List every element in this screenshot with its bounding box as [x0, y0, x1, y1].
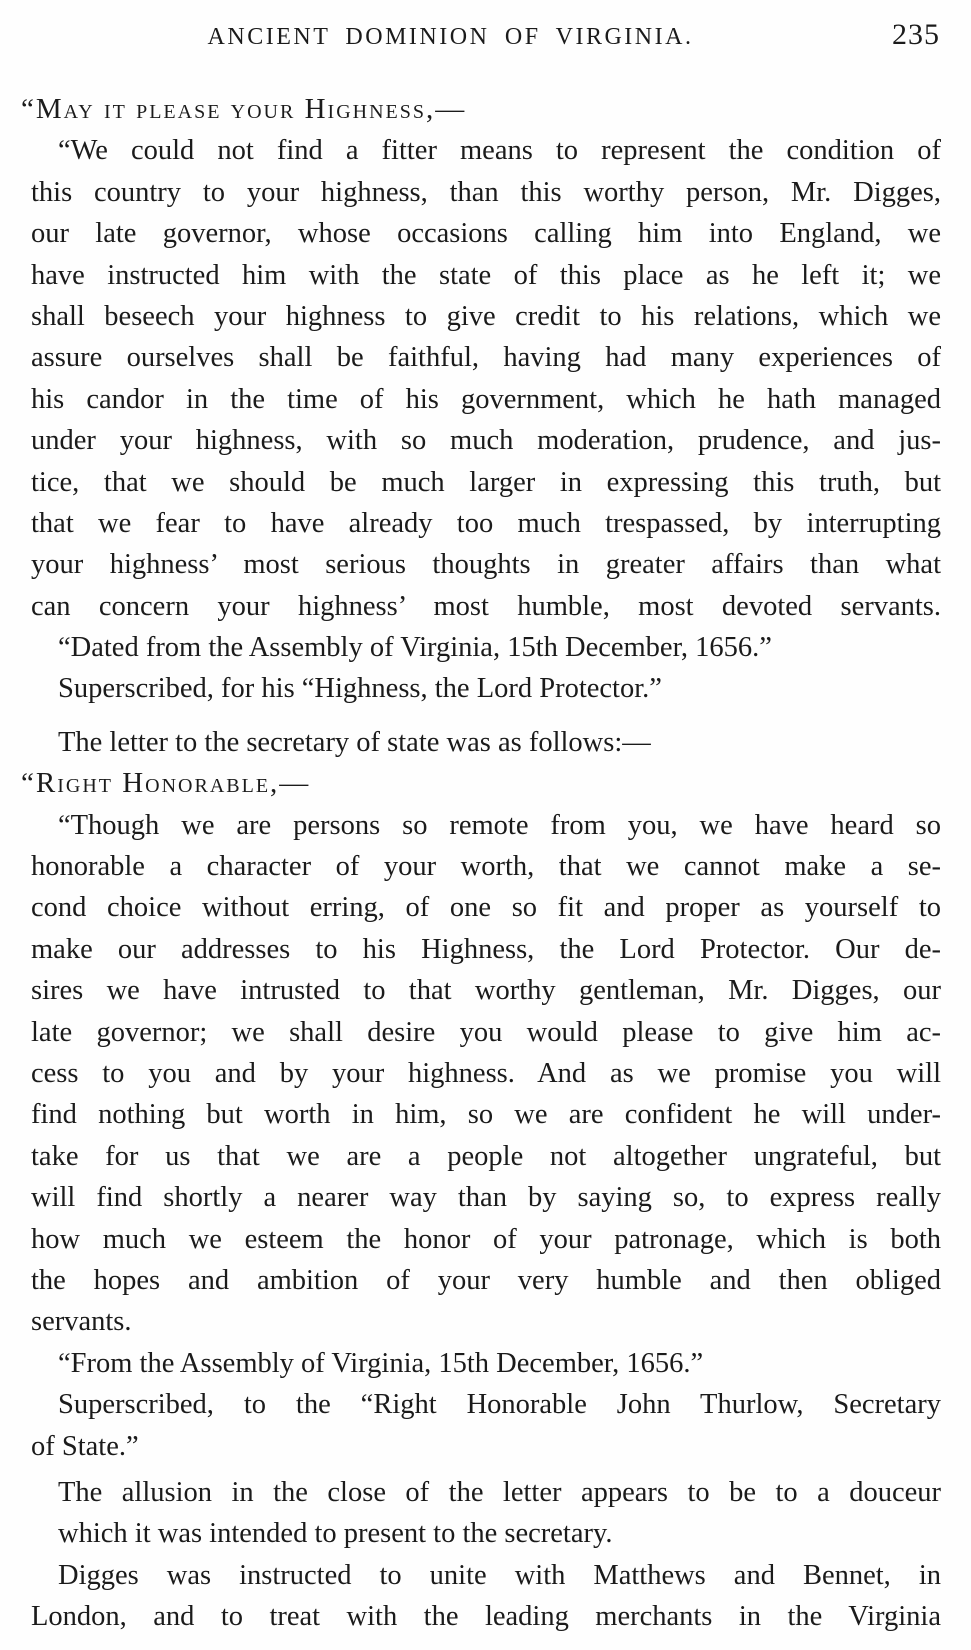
- text-line: our late governor, whose occasions calling him into England, we: [31, 218, 941, 250]
- text-line: make our addresses to his Highness, the Lord Protector. Our de-: [31, 933, 941, 965]
- text-line: servants.: [31, 1306, 132, 1338]
- text-line: assure ourselves shall be faithful, having had many experiences of: [31, 342, 941, 374]
- text-line: “Dated from the Assembly of Virginia, 15th December, 1656.”: [58, 632, 772, 664]
- text-line: “From the Assembly of Virginia, 15th December, 1656.”: [58, 1347, 704, 1379]
- text-line: “We could not find a fitter means to represent the condition of: [58, 135, 941, 167]
- text-line: Digges was instructed to unite with Matthews and Bennet, in: [58, 1559, 941, 1591]
- text-line: shall beseech your highness to give credit to his relations, which we: [31, 300, 941, 332]
- text-line: will find shortly a nearer way than by saying so, to express really: [31, 1182, 941, 1214]
- text-line: Superscribed, for his “Highness, the Lord Protector.”: [58, 673, 662, 705]
- text-line: of State.”: [31, 1430, 139, 1462]
- text-line: his candor in the time of his government, which he hath managed: [31, 383, 941, 415]
- text-line: which it was intended to present to the secretary.: [58, 1518, 613, 1550]
- text-line: Superscribed, to the “Right Honorable John Thurlow, Secretary: [58, 1389, 941, 1421]
- text-line: your highness’ most serious thoughts in greater affairs than what: [31, 549, 941, 581]
- text-line: can concern your highness’ most humble, most devoted servants.: [31, 590, 941, 622]
- text-line: London, and to treat with the leading merchants in the Virginia: [31, 1601, 941, 1633]
- text-line: this country to your highness, than this worthy person, Mr. Digges,: [31, 176, 941, 208]
- text-line: cond choice without erring, of one so fit and proper as yourself to: [31, 892, 941, 924]
- text-block: [21, 89, 941, 1637]
- text-line: “Right Honorable,—: [21, 767, 311, 800]
- text-line: tice, that we should be much larger in expressing this truth, but: [31, 466, 941, 498]
- text-line: “May it please your Highness,—: [21, 93, 467, 125]
- text-line: find nothing but worth in him, so we are confident he will under-: [31, 1099, 941, 1131]
- text-line: cess to you and by your highness. And as we promise you will: [31, 1057, 941, 1089]
- text-line: late governor; we shall desire you would please to give him ac-: [31, 1016, 941, 1048]
- text-line: how much we esteem the honor of your patronage, which is both: [31, 1223, 941, 1255]
- text-line: take for us that we are a people not altogether ungrateful, but: [31, 1140, 941, 1172]
- text-line: “Though we are persons so remote from you, we have heard so: [58, 809, 941, 841]
- text-line: the hopes and ambition of your very humble and then obliged: [31, 1264, 941, 1296]
- text-line: under your highness, with so much moderation, prudence, and jus-: [31, 425, 941, 457]
- text-line: have instructed him with the state of this place as he left it; we: [31, 259, 941, 291]
- text-line: The allusion in the close of the letter appears to be to a douceur: [58, 1476, 941, 1508]
- text-line: sires we have intrusted to that worthy gentleman, Mr. Digges, our: [31, 975, 941, 1007]
- page-number: 235: [892, 18, 940, 51]
- text-line: that we fear to have already too much trespassed, by interrupting: [31, 507, 941, 539]
- text-line: honorable a character of your worth, that we cannot make a se-: [31, 851, 941, 883]
- text-line: The letter to the secretary of state was as follows:—: [58, 726, 651, 758]
- running-header-title: ANCIENT DOMINION OF VIRGINIA.: [207, 24, 694, 50]
